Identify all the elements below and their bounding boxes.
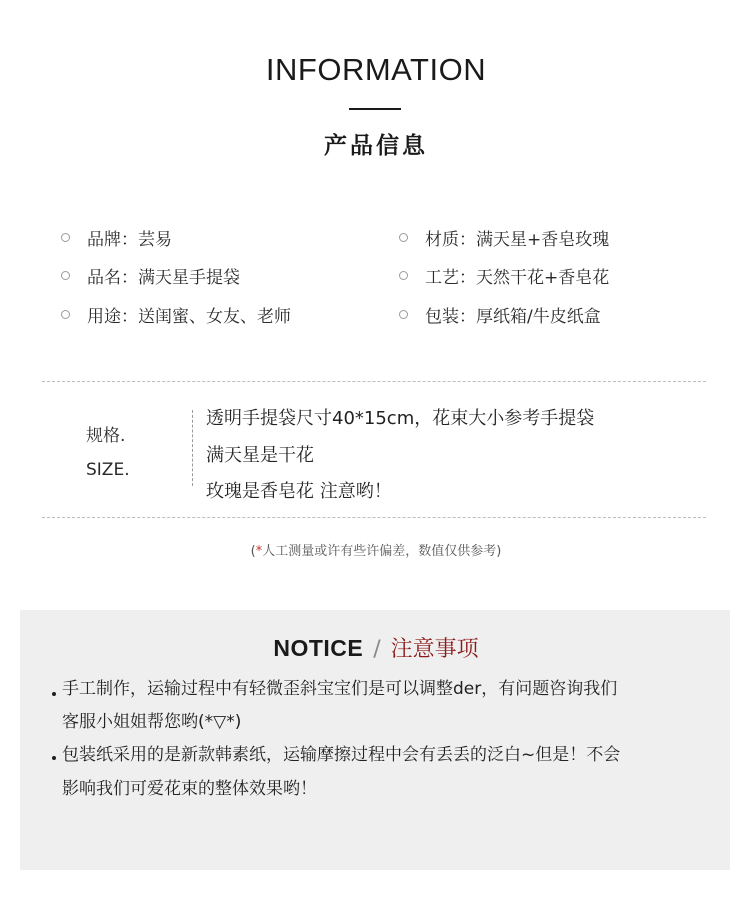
- spec-material: [398, 225, 609, 249]
- size-line-1: 透明手提袋尺寸40*15cm，花束大小参考手提袋: [206, 408, 595, 429]
- note-text: 人工测量或许有些许偏差，数值仅供参考): [262, 544, 502, 559]
- circle-bullet-icon: [61, 233, 70, 242]
- dashed-divider-top: [42, 381, 706, 382]
- note-asterisk: *: [255, 544, 263, 559]
- notice-title-en: NOTICE: [273, 635, 364, 661]
- dashed-divider-bottom: [42, 517, 706, 518]
- spec-name-text: 品名：满天星手提袋: [87, 267, 240, 288]
- circle-bullet-icon: [399, 271, 408, 280]
- section-title-cn: 产品信息: [324, 133, 428, 159]
- spec-name: [60, 263, 240, 287]
- bullet-dot-icon: [52, 692, 56, 696]
- size-line-2: 满天星是干花: [206, 445, 314, 466]
- title-divider: [349, 108, 401, 110]
- circle-bullet-icon: [399, 233, 408, 242]
- spec-packaging: [398, 302, 601, 326]
- circle-bullet-icon: [61, 271, 70, 280]
- spec-brand: [60, 225, 172, 249]
- notice-title-slash: /: [373, 637, 381, 662]
- circle-bullet-icon: [61, 310, 70, 319]
- spec-usage-text: 用途：送闺蜜、女友、老师: [87, 306, 291, 327]
- circle-bullet-icon: [399, 310, 408, 319]
- spec-usage: [60, 302, 291, 326]
- spec-packaging-text: 包装：厚纸箱/牛皮纸盒: [425, 306, 601, 327]
- spec-craft: [398, 263, 609, 287]
- notice-item-2-line-2: 影响我们可爱花束的整体效果哟！: [62, 779, 317, 799]
- spec-brand-text: 品牌：芸易: [87, 229, 172, 250]
- notice-title-cn: 注意事项: [390, 637, 479, 662]
- size-line-3: 玫瑰是香皂花 注意哟！: [206, 481, 392, 502]
- notice-item-2-line-1: 包装纸采用的是新款韩素纸，运输摩擦过程中会有丢丢的泛白~但是！不会: [62, 745, 621, 765]
- notice-item-1-line-1: 手工制作，运输过程中有轻微歪斜宝宝们是可以调整der，有问题咨询我们: [62, 679, 618, 699]
- measurement-note: (*人工测量或许有些许偏差，数值仅供参考): [250, 544, 502, 559]
- notice-item-1-line-2: 客服小姐姐帮您哟(*▽*): [62, 712, 242, 732]
- size-vertical-divider: [192, 410, 193, 486]
- notice-title: [0, 632, 752, 663]
- section-title-en: INFORMATION: [265, 52, 487, 87]
- size-label-cn: 规格.: [86, 426, 126, 446]
- size-label-en: SIZE.: [86, 460, 130, 480]
- spec-craft-text: 工艺：天然干花+香皂花: [425, 267, 610, 288]
- spec-material-text: 材质：满天星+香皂玫瑰: [425, 229, 610, 250]
- bullet-dot-icon: [52, 756, 56, 760]
